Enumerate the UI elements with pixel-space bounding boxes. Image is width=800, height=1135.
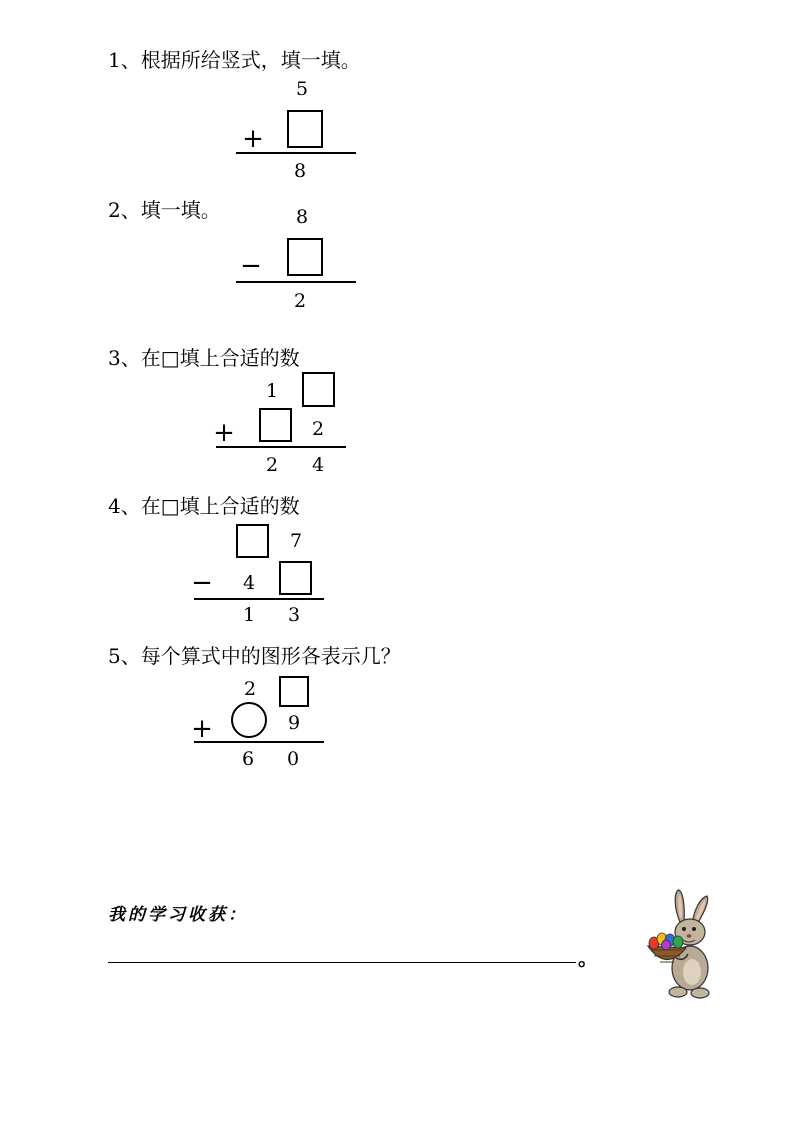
q5-circle-shape[interactable] [231,702,267,738]
q2-minus-sign: − [240,251,262,281]
harvest-end-mark: 。 [578,946,598,970]
q1-top-digit: 5 [295,78,309,100]
q5-top-tens-digit: 2 [243,678,257,700]
q5-square-shape[interactable] [279,676,309,707]
q2-difference-line [236,281,356,283]
q1-plus-sign: + [242,124,264,154]
q4-top-tens-box[interactable] [236,524,269,558]
harvest-answer-line[interactable] [108,962,576,963]
q1-result-digit: 8 [293,160,307,182]
q3-top-tens-digit: 1 [265,380,279,402]
q4-minus-sign: − [191,568,213,598]
q3-result-ones-digit: 4 [311,454,325,476]
q5-bottom-ones-digit: 9 [287,712,301,734]
q1-answer-box[interactable] [287,110,323,148]
q1-sum-line [236,152,356,154]
q5-result-ones-digit: 0 [286,748,300,770]
q2-result-digit: 2 [293,290,307,312]
question-4-label: 4、在□填上合适的数 [108,494,300,518]
question-5-label: 5、每个算式中的图形各表示几？ [108,644,401,668]
q3-bottom-tens-box[interactable] [259,408,292,442]
harvest-label: 我的学习收获： [108,905,248,925]
question-3-label: 3、在□填上合适的数 [108,346,300,370]
question-2-label: 2、填一填。 [108,198,221,222]
q3-sum-line [216,446,346,448]
q4-bottom-tens-digit: 4 [242,572,256,594]
q3-plus-sign: + [213,418,235,448]
question-1-label: 1、根据所给竖式，填一填。 [108,48,361,72]
q5-sum-line [194,741,324,743]
q5-result-tens-digit: 6 [241,748,255,770]
q2-top-digit: 8 [295,206,309,228]
q4-result-ones-digit: 3 [287,604,301,626]
q5-plus-sign: + [191,714,213,744]
q4-top-ones-digit: 7 [289,530,303,552]
q3-bottom-ones-digit: 2 [311,418,325,440]
q2-answer-box[interactable] [287,238,323,276]
rabbit-easter-basket-icon [640,888,720,1000]
q4-difference-line [194,598,324,600]
q4-result-tens-digit: 1 [242,604,256,626]
q3-result-tens-digit: 2 [265,454,279,476]
q4-bottom-ones-box[interactable] [279,561,312,595]
q3-top-ones-box[interactable] [302,372,335,407]
